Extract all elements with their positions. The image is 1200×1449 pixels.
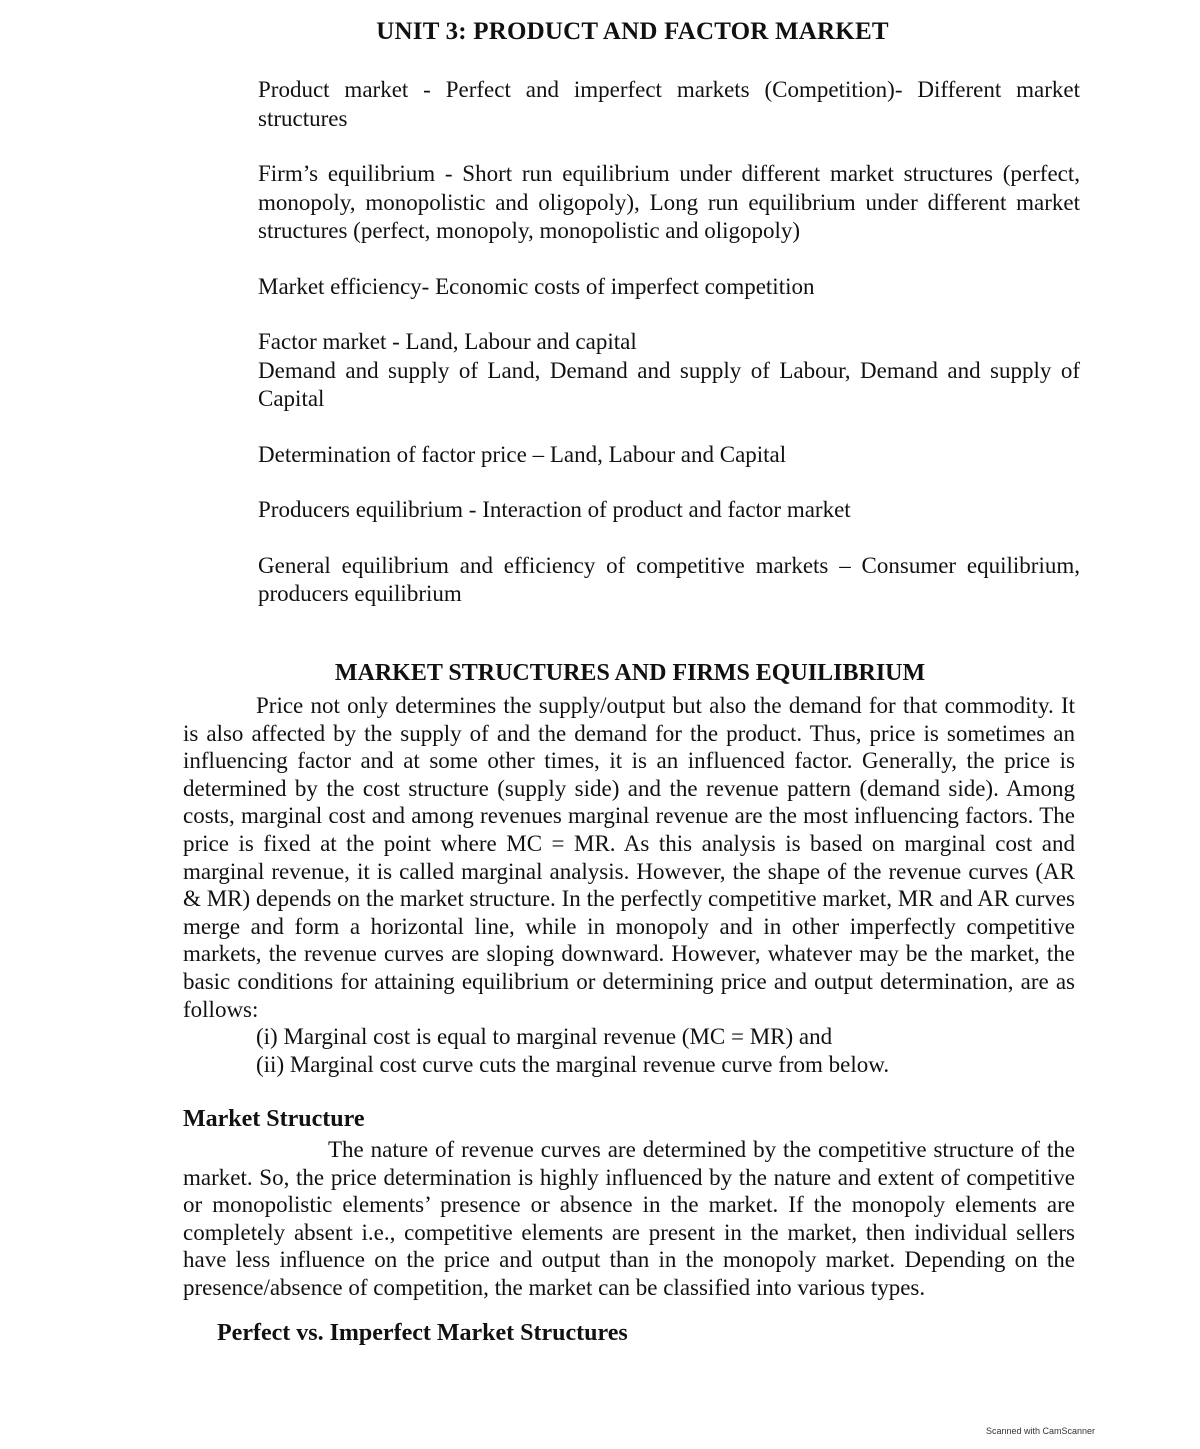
market-structure-text: The nature of revenue curves are determined by the competitive structure of the market. So, the price determination is highly influenced by the nature and extent of competitive or monopolistic elements’ presence or absence in the market. If the monopoly elements are completely absent i.e., competitive elements are present in the market, then individual sellers have less influence on the price and output than in the monopoly market. Depending on the presence/absence of competition, the market can be classified into various types. (183, 1137, 1075, 1300)
syllabus-factor-market-line: Factor market - Land, Labour and capital (258, 329, 637, 354)
syllabus-demand-supply-line: Demand and supply of Land, Demand and supply of Labour, Demand and supply of Capital (258, 357, 1080, 411)
scanner-watermark: Scanned with CamScanner (985, 1426, 1095, 1436)
section-heading: MARKET STRUCTURES AND FIRMS EQUILIBRIUM (334, 660, 926, 686)
syllabus-item-firms-equilibrium: Firm’s equilibrium - Short run equilibrium under different market structures (perfect, monopoly, monopolistic and oligopoly), Long run equilibrium under different market structures (perfect, monopoly, monopolistic and oligopoly) (258, 161, 1080, 243)
market-structure-paragraph (183, 1136, 1075, 1302)
syllabus-item-factor-market (258, 328, 1080, 414)
condition-item: (ii) Marginal cost curve cuts the marginal revenue curve from below. (256, 1052, 890, 1077)
syllabus-item-general-equilibrium: General equilibrium and efficiency of competitive markets – Consumer equilibrium, producers equilibrium (258, 552, 1080, 606)
unit-title: UNIT 3: PRODUCT AND FACTOR MARKET (376, 18, 889, 45)
syllabus-item-factor-price: Determination of factor price – Land, Labour and Capital (258, 441, 787, 467)
equilibrium-conditions-list (256, 1023, 889, 1079)
condition-item: (i) Marginal cost is equal to marginal revenue (MC = MR) and (256, 1024, 833, 1049)
perfect-vs-imperfect-heading: Perfect vs. Imperfect Market Structures (217, 1320, 628, 1346)
syllabus-list (258, 76, 1080, 609)
market-structure-heading: Market Structure (183, 1106, 365, 1132)
syllabus-item-product-market: Product market - Perfect and imperfect markets (Competition)- Different market structures (258, 77, 1080, 131)
syllabus-item-market-efficiency: Market efficiency- Economic costs of imperfect competition (258, 273, 815, 299)
syllabus-item-producers-equilibrium: Producers equilibrium - Interaction of product and factor market (258, 497, 851, 522)
intro-paragraph: Price not only determines the supply/output but also the demand for that commodity. It is also affected by the supply of and the demand for the product. Thus, price is sometimes an influencing factor and at some other times, it is an influenced factor. Generally, the price is determined by the cost structure (supply side) and the revenue pattern (demand side). Among costs, marginal cost and among revenues marginal revenue are the most influencing factors. The price is fixed at the point where MC = MR. As this analysis is based on marginal cost and marginal revenue, it is called marginal analysis. However, the shape of the revenue curves (AR & MR) depends on the market structure. In the perfectly competitive market, MR and AR curves merge and form a horizontal line, while in monopoly and in other imperfectly competitive markets, the revenue curves are sloping downward. However, whatever may be the market, the basic conditions for attaining equilibrium or determining price and output determination, are as follows: (183, 693, 1075, 1022)
